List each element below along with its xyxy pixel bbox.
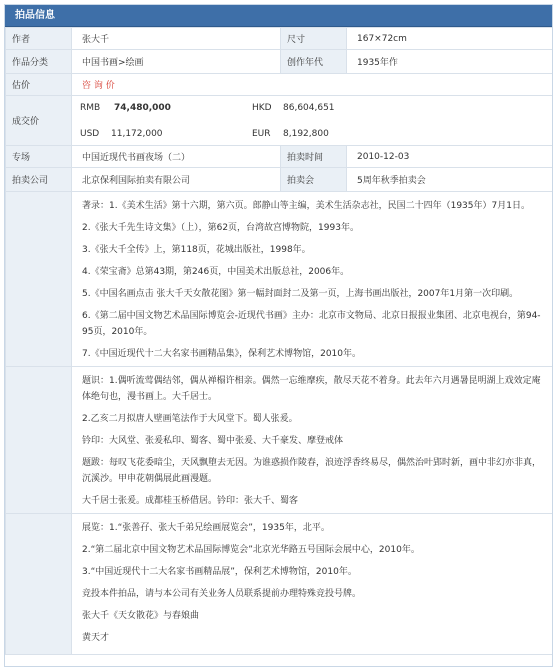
literature-line-5: 5.《中国名画点击 张大千天女散花图》第一幅封面封二及第一页，上海书画出版社，2007年1月第一次印刷。 [82, 289, 519, 299]
panel-title: 拍品信息 [15, 10, 55, 21]
usd-code: USD [80, 128, 100, 139]
price-hkd [252, 103, 546, 113]
literature-label-cell [6, 192, 72, 367]
essay-title: 张大千《天女散花》与春娘曲 [82, 611, 200, 621]
company-value: 北京保利国际拍卖有限公司 [72, 168, 281, 192]
row-price [6, 96, 554, 146]
literature-line-4: 4.《荣宝斋》总第43期，第246页，中国美术出版总社，2006年。 [82, 267, 350, 277]
category-label: 作品分类 [6, 50, 72, 74]
session-value: 中国近现代书画夜场（二） [72, 146, 281, 168]
year-value: 1935年作 [347, 50, 554, 74]
row-literature [6, 192, 554, 367]
company-label: 拍卖公司 [6, 168, 72, 192]
panel-header [5, 5, 552, 27]
literature-line-3: 3.《张大千全传》上，第118页，花城出版社，1998年。 [82, 245, 311, 255]
bidding-note: 竞投本件拍品，请与本公司有关业务人员联系提前办理特殊竞投号牌。 [82, 589, 362, 599]
lot-info-table [5, 27, 553, 655]
exhibitions-label-cell [6, 514, 72, 655]
price-cell [72, 96, 554, 146]
artist-value: 张大千 [72, 28, 281, 50]
price-eur [252, 129, 546, 139]
exhibition-line-3: 3.“中国近现代十二大名家书画精品展”，保利艺术博物馆，2010年。 [82, 567, 357, 577]
exhibition-line-1: 展览：1.“张善孖、张大千弟兄绘画展览会”，1935年，北平。 [82, 523, 330, 533]
inscription-line-3: 钤印：大风堂、张爰私印、蜀客、蜀中张爰、大千豪发、摩登戒体 [82, 436, 344, 446]
rmb-value: 74,480,000 [114, 102, 171, 113]
price-usd [80, 129, 252, 139]
row-exhibitions [6, 514, 554, 655]
inscription-line-2: 2.乙亥二月拟唐人壁画笔法作于大风堂下。蜀人张爰。 [82, 414, 298, 424]
artist-label: 作者 [6, 28, 72, 50]
hkd-code: HKD [252, 102, 272, 113]
auction-value: 5周年秋季拍卖会 [347, 168, 554, 192]
estimate-label: 估价 [6, 74, 72, 96]
estimate-inquiry-link[interactable]: 咨 询 价 [82, 81, 115, 91]
eur-value: 8,192,800 [283, 128, 329, 139]
auction-label: 拍卖会 [281, 168, 347, 192]
price-label: 成交价 [6, 96, 72, 146]
row-artist-size [6, 28, 554, 50]
size-value: 167×72cm [347, 28, 554, 50]
inscription-line-4: 题跋：每叹飞花委暗尘，天风飘堕去无因。为谁惑损作陵春，浪迹浮香终易尽，偶然治叶郢时新，画中非幻亦非真，沉溪沙。甲申花朝偶展此画漫题。 [82, 458, 542, 484]
price-rmb [80, 103, 252, 113]
inscriptions-label-cell [6, 367, 72, 514]
exhibitions-block [72, 514, 554, 655]
literature-line-1: 著录：1.《美术生活》第十六期，第六页。郎静山等主编，美术生活杂志社，民国二十四年（1935年）7月1日。 [82, 201, 530, 211]
usd-value: 11,172,000 [111, 128, 163, 139]
year-label: 创作年代 [281, 50, 347, 74]
session-label: 专场 [6, 146, 72, 168]
eur-code: EUR [252, 128, 271, 139]
row-session-date [6, 146, 554, 168]
literature-block [72, 192, 554, 367]
literature-line-7: 7.《中国近现代十二大名家书画精品集》，保利艺术博物馆，2010年。 [82, 349, 361, 359]
literature-line-2: 2.《张大千先生诗文集》（上），第62页，台湾故宫博物院，1993年。 [82, 223, 359, 233]
auction-date-label: 拍卖时间 [281, 146, 347, 168]
row-category-year [6, 50, 554, 74]
hkd-value: 86,604,651 [283, 102, 335, 113]
estimate-cell [72, 74, 554, 96]
row-estimate [6, 74, 554, 96]
category-value: 中国书画>绘画 [72, 50, 281, 74]
inscription-line-1: 题识：1.偶听流莺偶结邻，偶从禅榻许相亲。偶然一忘维摩疾，散尽天花不着身。此去年六月遇暑昆明湖上戏效定庵体绝句也，漫书画上。大千居士。 [82, 376, 541, 402]
row-company-auction [6, 168, 554, 192]
essay-author: 黄天才 [82, 633, 110, 643]
rmb-code: RMB [80, 102, 101, 113]
auction-date-value: 2010-12-03 [347, 146, 554, 168]
row-inscriptions [6, 367, 554, 514]
size-label: 尺寸 [281, 28, 347, 50]
inscriptions-block [72, 367, 554, 514]
inscription-line-5: 大千居士张爰。成都桂玉桥借居。钤印：张大千、蜀客 [82, 496, 299, 506]
exhibition-line-2: 2.“第二届北京中国文物艺术品国际博览会”北京光华路五号国际会展中心，2010年。 [82, 545, 420, 555]
lot-info-panel [4, 4, 553, 667]
literature-line-6: 6.《第二届中国文物艺术品国际博览会-近现代书画》主办：北京市文物局、北京日报报业集团、北京电视台，第94-95页，2010年。 [82, 311, 541, 337]
